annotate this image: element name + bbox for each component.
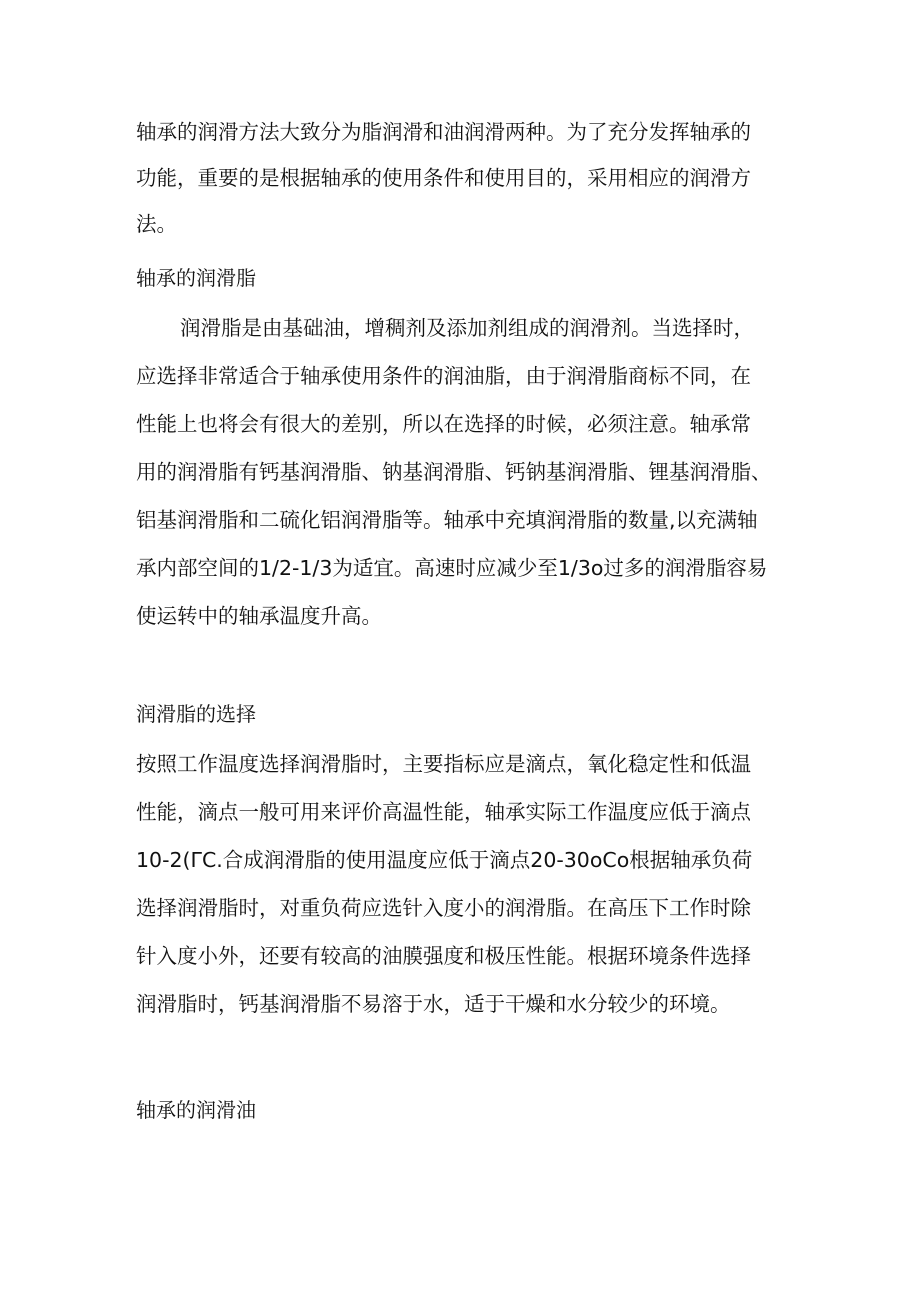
grease-line-3: 性能上也将会有很大的差别，所以在选择的时候，必须注意。轴承常 bbox=[136, 412, 751, 436]
section-heading-grease-selection: 润滑脂的选择 bbox=[136, 702, 256, 726]
grease-line-5: 铝基润滑脂和二硫化铝润滑脂等。轴承中充填润滑脂的数量,以充满轴 bbox=[136, 508, 758, 532]
selection-line-3: 10-2(ΓC.合成润滑脂的使用温度应低于滴点20-30oCo根据轴承负荷 bbox=[136, 848, 753, 872]
section-heading-grease: 轴承的润滑脂 bbox=[136, 266, 256, 290]
section-heading-lube-oil: 轴承的润滑油 bbox=[136, 1098, 256, 1122]
selection-line-4: 选择润滑脂时，对重负荷应选针入度小的润滑脂。在高压下工作时除 bbox=[136, 896, 751, 920]
intro-line-1: 轴承的润滑方法大致分为脂润滑和油润滑两种。为了充分发挥轴承的 bbox=[136, 120, 751, 144]
selection-line-5: 针入度小外，还要有较高的油膜强度和极压性能。根据环境条件选择 bbox=[136, 944, 751, 968]
grease-line-7: 使运转中的轴承温度升高。 bbox=[136, 604, 382, 628]
grease-line-1: 润滑脂是由基础油，增稠剂及添加剂组成的润滑剂。当选择时， bbox=[180, 316, 754, 340]
grease-line-4: 用的润滑脂有钙基润滑脂、钠基润滑脂、钙钠基润滑脂、锂基润滑脂、 bbox=[136, 460, 772, 484]
grease-line-2: 应选择非常适合于轴承使用条件的润油脂，由于润滑脂商标不同，在 bbox=[136, 364, 751, 388]
selection-line-6: 润滑脂时，钙基润滑脂不易溶于水，适于干燥和水分较少的环境。 bbox=[136, 992, 731, 1016]
intro-line-2: 功能，重要的是根据轴承的使用条件和使用目的，采用相应的润滑方 bbox=[136, 166, 751, 190]
grease-line-6: 承内部空间的1/2-1/3为适宜。高速时应减少至1/3o过多的润滑脂容易 bbox=[136, 556, 768, 580]
selection-line-2: 性能，滴点一般可用来评价高温性能，轴承实际工作温度应低于滴点 bbox=[136, 800, 751, 824]
intro-line-3: 法。 bbox=[136, 212, 177, 236]
selection-line-1: 按照工作温度选择润滑脂时，主要指标应是滴点，氧化稳定性和低温 bbox=[136, 752, 751, 776]
